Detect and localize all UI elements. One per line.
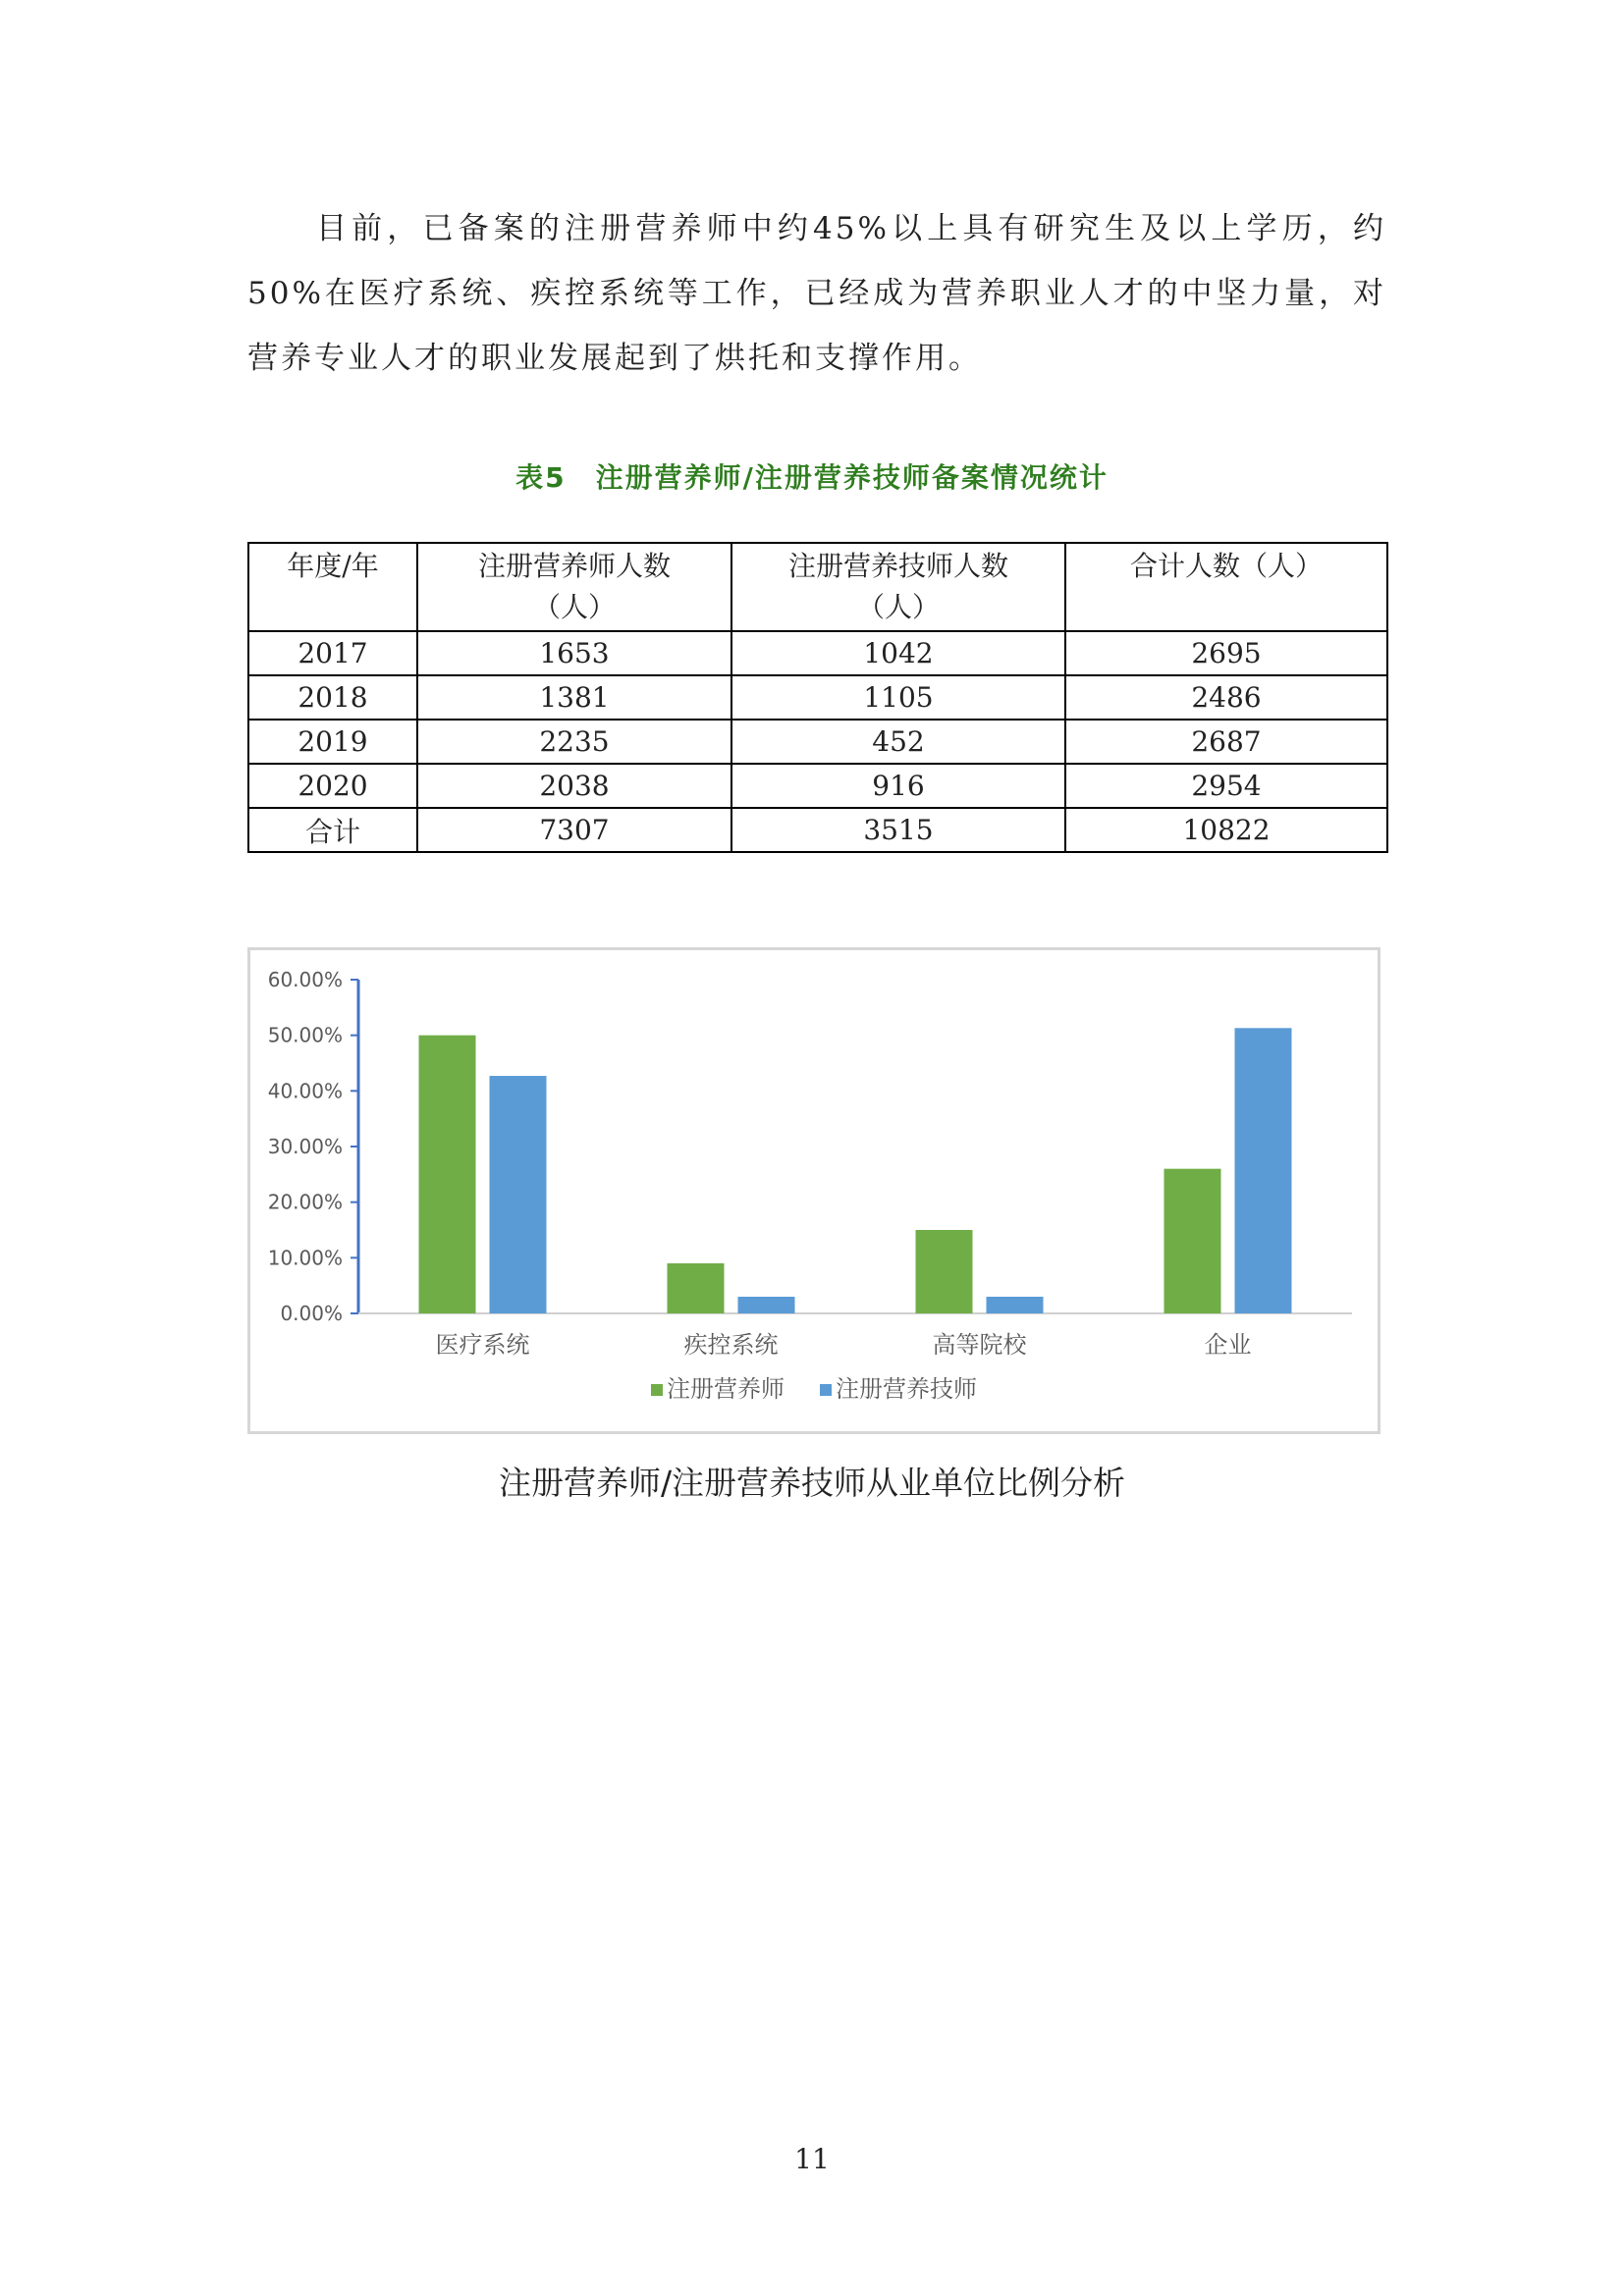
body-paragraph: 目前，已备案的注册营养师中约45%以上具有研究生及以上学历，约50%在医疗系统、疾控系统等工作，已经成为营养职业人才的中坚力量，对营养专业人才的职业发展起到了烘托和支撑作用。 (247, 211, 1386, 376)
x-category-label: 疾控系统 (683, 1331, 779, 1359)
header-year-line1: 年度/年 (287, 550, 379, 582)
y-tick-label: 60.00% (267, 968, 343, 991)
legend-label: 注册营养技师 (836, 1375, 977, 1403)
header-technicians (731, 543, 1065, 631)
y-tick-label: 20.00% (267, 1190, 343, 1214)
header-year (248, 543, 417, 631)
y-tick-label: 40.00% (267, 1079, 343, 1103)
cell-technicians: 1105 (731, 675, 1065, 720)
x-category-label: 高等院校 (932, 1331, 1027, 1359)
table-row (248, 764, 1387, 808)
cell-dietitians: 2235 (417, 720, 731, 764)
x-category-label: 企业 (1204, 1331, 1252, 1359)
cell-total: 10822 (1065, 808, 1387, 852)
cell-total: 2954 (1065, 764, 1387, 808)
cell-year: 2019 (248, 720, 417, 764)
cell-technicians: 3515 (731, 808, 1065, 852)
header-total-line1: 合计人数（人） (1129, 550, 1323, 582)
bar-dietitian (1164, 1169, 1221, 1313)
y-tick-label: 10.00% (267, 1246, 343, 1270)
table-row-total (248, 808, 1387, 852)
cell-year: 2017 (248, 631, 417, 675)
header-technicians-line1: 注册营养技师人数 (787, 550, 1008, 582)
bar-technician (490, 1076, 547, 1313)
table-header-row (248, 543, 1387, 631)
table-row (248, 720, 1387, 764)
bar-dietitian (668, 1263, 725, 1313)
y-tick-label: 50.00% (267, 1023, 343, 1047)
header-dietitians (417, 543, 731, 631)
x-category-label: 医疗系统 (435, 1331, 530, 1359)
cell-dietitians: 1653 (417, 631, 731, 675)
cell-total: 2486 (1065, 675, 1387, 720)
cell-dietitians: 2038 (417, 764, 731, 808)
chart-caption: 注册营养师/注册营养技师从业单位比例分析 (498, 1464, 1126, 1502)
legend-swatch (651, 1384, 663, 1396)
cell-dietitians: 7307 (417, 808, 731, 852)
bar-technician (987, 1297, 1044, 1313)
bar-dietitian (916, 1230, 973, 1313)
bar-dietitian (419, 1036, 476, 1313)
y-tick-label: 30.00% (267, 1135, 343, 1158)
table-caption: 表5 注册营养师/注册营养技师备案情况统计 (515, 461, 1109, 494)
header-total (1065, 543, 1387, 631)
cell-year: 2020 (248, 764, 417, 808)
cell-technicians: 452 (731, 720, 1065, 764)
bar-chart (250, 950, 1378, 1431)
cell-dietitians: 1381 (417, 675, 731, 720)
cell-technicians: 916 (731, 764, 1065, 808)
table-row (248, 675, 1387, 720)
header-dietitians-line2: （人） (532, 591, 616, 623)
header-technicians-line2: （人） (856, 591, 940, 623)
y-tick-label: 0.00% (280, 1302, 343, 1325)
registration-statistics-table (247, 542, 1388, 853)
cell-year: 2018 (248, 675, 417, 720)
cell-total: 2695 (1065, 631, 1387, 675)
cell-technicians: 1042 (731, 631, 1065, 675)
legend-swatch (820, 1384, 832, 1396)
cell-total: 2687 (1065, 720, 1387, 764)
table-row (248, 631, 1387, 675)
header-dietitians-line1: 注册营养师人数 (477, 550, 671, 582)
page-number: 11 (794, 2143, 830, 2175)
legend-label: 注册营养师 (667, 1375, 785, 1403)
bar-technician (1235, 1028, 1292, 1313)
bar-chart-frame (247, 947, 1380, 1434)
bar-technician (738, 1297, 795, 1313)
cell-year: 合计 (248, 808, 417, 852)
